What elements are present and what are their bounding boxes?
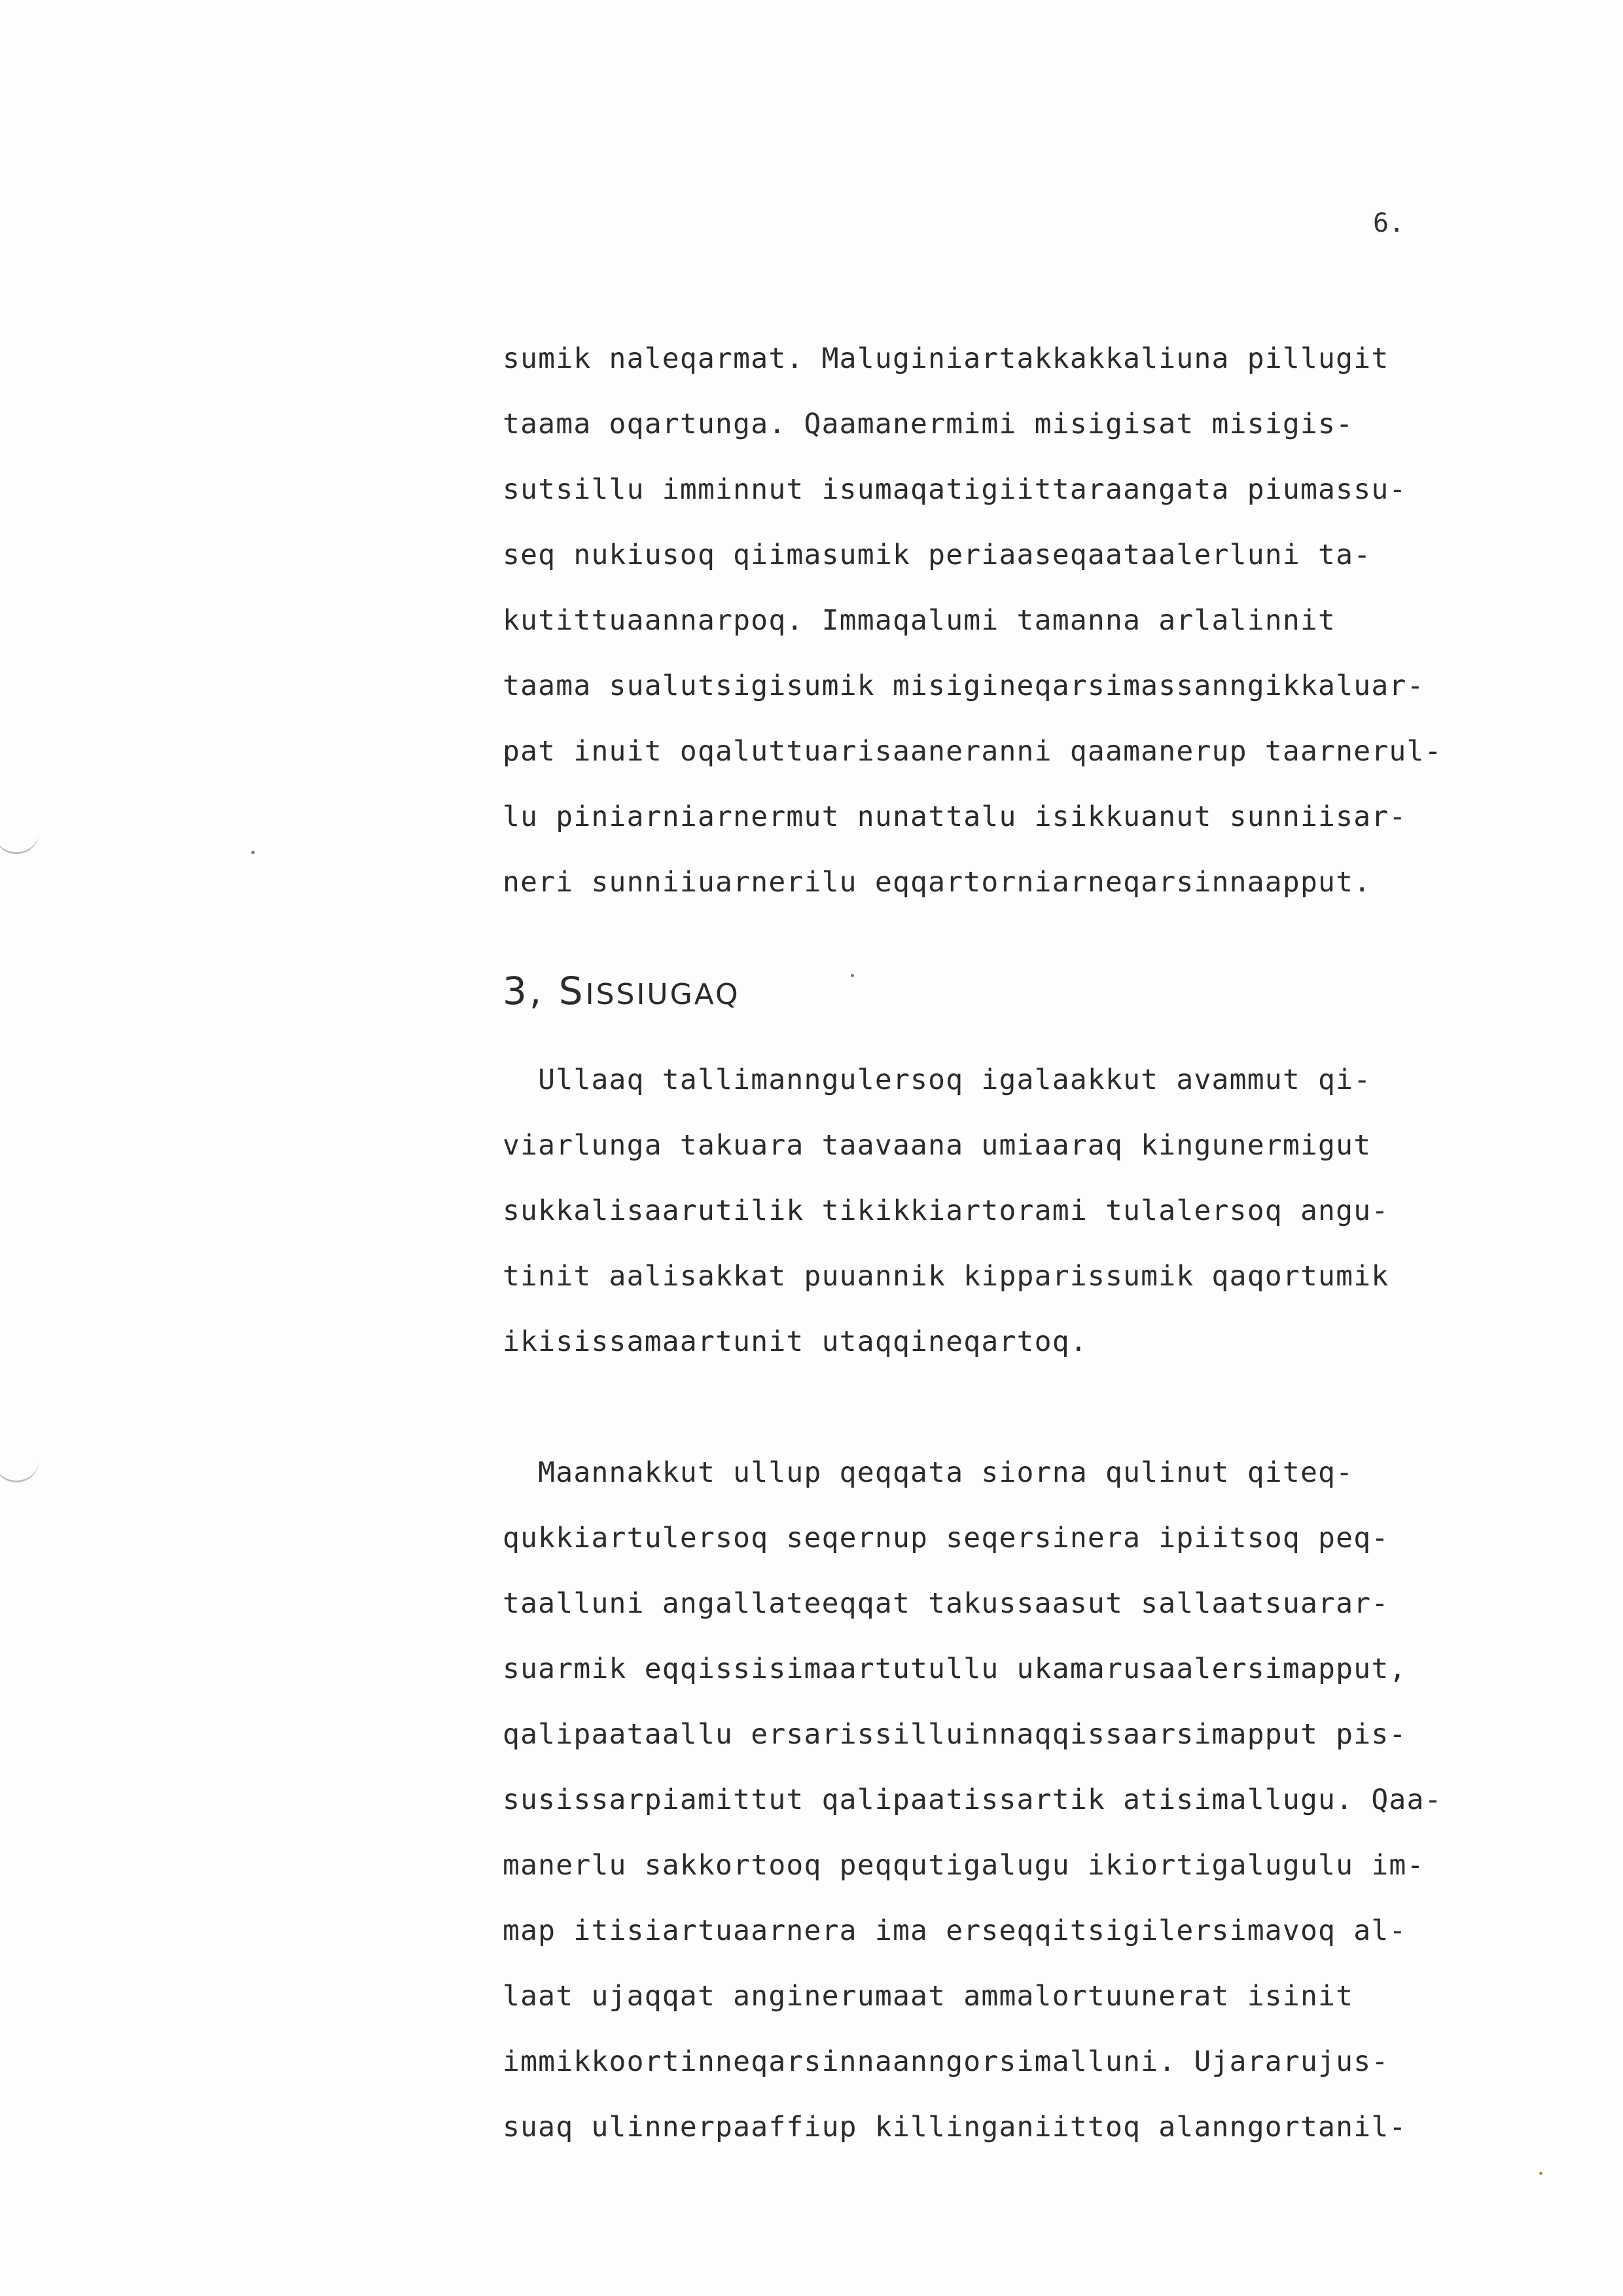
paragraph-line: pat inuit oqaluttuarisaaneranni qaamanerup taarnerul- (503, 735, 1442, 768)
paragraph-line: sukkalisaarutilik tikikkiartorami tulalersoq angu- (503, 1194, 1389, 1227)
paragraph-line: neri sunniiuarnerilu eqqartorniarneqarsinnaapput. (503, 866, 1372, 899)
paragraph-line: manerlu sakkortooq peqqutigalugu ikiortigalugulu im- (503, 1849, 1425, 1882)
paragraph-line: taalluni angallateeqqat takussaasut sallaatsuarar- (503, 1587, 1389, 1620)
scan-speck (851, 974, 854, 977)
paragraph-line: Maannakkut ullup qeqqata siorna qulinut qiteq- (503, 1456, 1354, 1489)
paragraph-line: map itisiartuaarnera ima erseqqitsigilersimavoq al- (503, 1914, 1407, 1947)
paragraph-line: tinit aalisakkat puuannik kipparissumik qaqortumik (503, 1260, 1389, 1293)
paragraph-line: Ullaaq tallimanngulersoq igalaakkut avammut qi- (503, 1064, 1372, 1096)
paragraph-line: taama oqartunga. Qaamanermimi misigisat misigis- (503, 408, 1354, 440)
section-heading (503, 969, 740, 1013)
page-number: 6. (1373, 208, 1405, 238)
paragraph-line: kutittuaannarpoq. Immaqalumi tamanna arlalinnit (503, 604, 1336, 637)
section-title-rest: ISSIUGAQ (585, 978, 740, 1011)
section-title-initial: S (558, 969, 586, 1013)
paragraph-line: taama sualutsigisumik misigineqarsimassanngikkaluar- (503, 670, 1425, 702)
section-number: 3, (503, 969, 544, 1013)
paragraph-line: susissarpiamittut qalipaatissartik atisimallugu. Qaa- (503, 1784, 1442, 1816)
scan-speck (1539, 2172, 1543, 2175)
paragraph-line: seq nukiusoq qiimasumik periaaseqaataalerluni ta- (503, 539, 1372, 571)
paragraph-line: viarlunga takuara taavaana umiaaraq kingunermigut (503, 1129, 1372, 1162)
paragraph-line: sumik naleqarmat. Maluginiartakkakkaliuna pillugit (503, 342, 1389, 375)
paragraph-line: qukkiartulersoq seqernup seqersinera ipiitsoq peq- (503, 1522, 1389, 1554)
paragraph-line: immikkoortinneqarsinnaanngorsimalluni. Ujararujus- (503, 2045, 1389, 2078)
paragraph-line: qalipaataallu ersarissilluinnaqqissaarsimapput pis- (503, 1718, 1407, 1751)
paragraph-line: lu piniarniarnermut nunattalu isikkuanut sunniisar- (503, 800, 1407, 833)
paragraph-line: ikisissamaartunit utaqqineqartoq. (503, 1325, 1088, 1358)
paragraph-line: suarmik eqqissisimaartutullu ukamarusaalersimapput, (503, 1653, 1407, 1685)
scan-speck (251, 851, 255, 854)
hole-punch-mark (0, 1454, 39, 1482)
hole-punch-mark (0, 826, 39, 854)
paragraph-line: laat ujaqqat anginerumaat ammalortuunerat isinit (503, 1980, 1354, 2013)
paragraph-line: sutsillu imminnut isumaqatigiittaraangata piumassu- (503, 473, 1407, 506)
paragraph-line: suaq ulinnerpaaffiup killinganiittoq alanngortanil- (503, 2111, 1407, 2144)
